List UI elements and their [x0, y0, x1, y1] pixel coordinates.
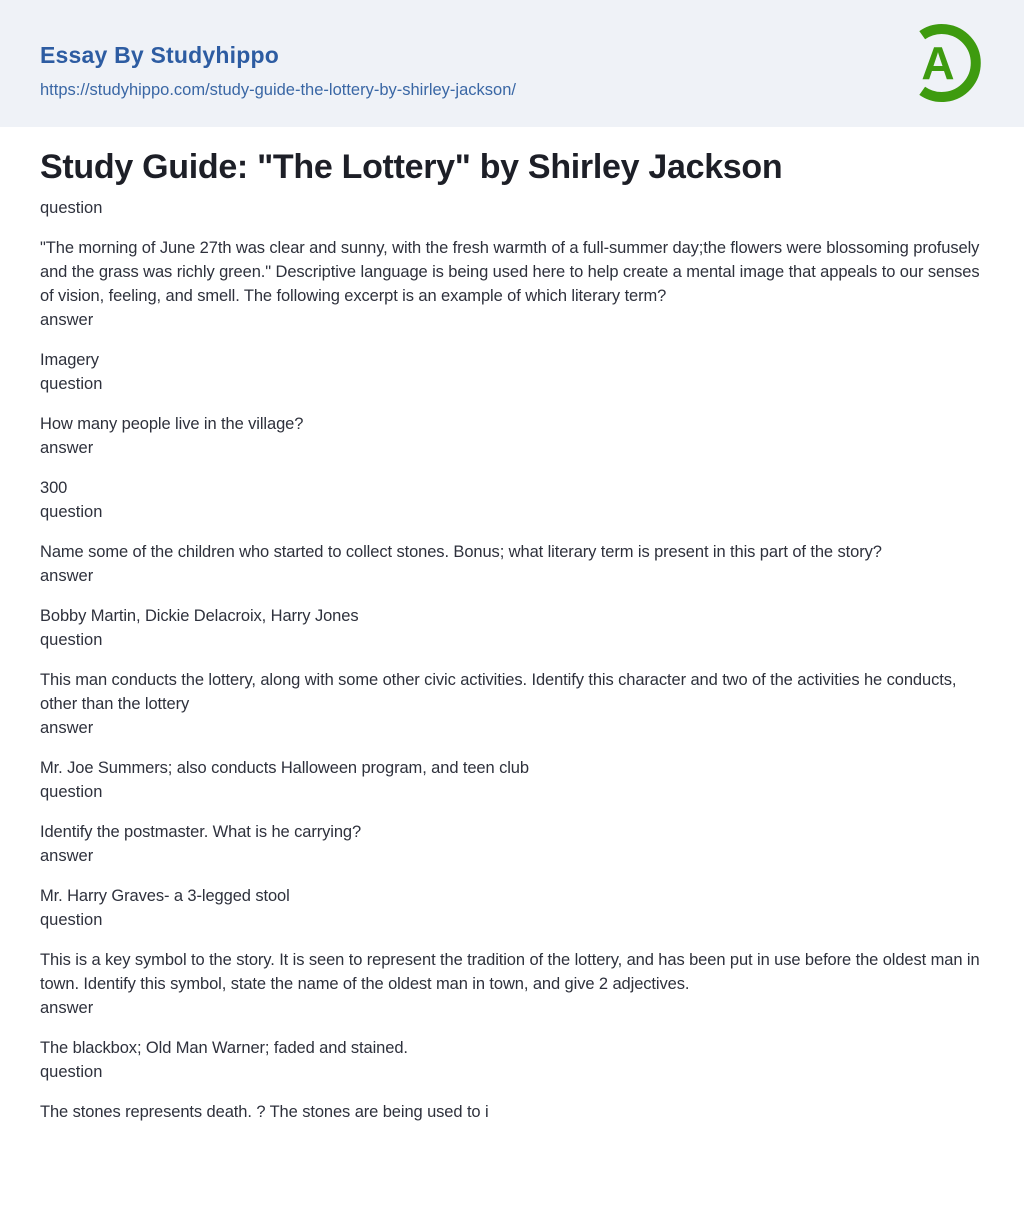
header-band [0, 0, 1024, 127]
question-label: question [40, 783, 103, 801]
answer-label: answer [40, 999, 94, 1017]
answer-label: answer [40, 719, 94, 737]
answer-label: answer [40, 567, 94, 585]
answer-text: Mr. Joe Summers; also conducts Halloween program, and teen club [40, 759, 529, 777]
question-text: Identify the postmaster. What is he carrying? [40, 823, 362, 841]
answer-label: answer [40, 439, 94, 457]
answer-text: The blackbox; Old Man Warner; faded and stained. [40, 1039, 408, 1057]
question-label: question [40, 375, 103, 393]
answer-text: Mr. Harry Graves- a 3-legged stool [40, 887, 290, 905]
question-text: How many people live in the village? [40, 415, 304, 433]
question-label: question [40, 911, 103, 929]
qa-stream [40, 196, 992, 1124]
page-url-link[interactable]: https://studyhippo.com/study-guide-the-lottery-by-shirley-jackson/ [40, 81, 516, 99]
answer-label: answer [40, 847, 94, 865]
document-content [0, 147, 1024, 1164]
question-text: The stones represents death. ? The stones are being used to i [40, 1103, 489, 1121]
question-label: question [40, 199, 103, 217]
answer-text: 300 [40, 479, 68, 497]
answer-text: Imagery [40, 351, 99, 369]
question-label: question [40, 503, 103, 521]
question-label: question [40, 631, 103, 649]
question-text: This man conducts the lottery, along with some other civic activities. Identify this character and two of the activities he conducts, other than the lottery [40, 671, 957, 713]
question-label: question [40, 1063, 103, 1081]
question-text: "The morning of June 27th was clear and sunny, with the fresh warmth of a full-summer day;the flowers were blossoming profusely and the grass was richly green." Descriptive language is being used here to help create a mental image that appeals to our senses of vision, feeling, and smell. The following excerpt is an example of which literary term? [40, 239, 980, 305]
logo-letter: A [921, 37, 955, 89]
site-title: Essay By Studyhippo [40, 42, 279, 68]
question-text: Name some of the children who started to collect stones. Bonus; what literary term is present in this part of the story? [40, 543, 882, 561]
answer-text: Bobby Martin, Dickie Delacroix, Harry Jones [40, 607, 359, 625]
answer-label: answer [40, 311, 94, 329]
page-title: Study Guide: "The Lottery" by Shirley Jackson [40, 148, 783, 186]
question-text: This is a key symbol to the story. It is seen to represent the tradition of the lottery, and has been put in use before the oldest man in town. Identify this symbol, state the name of the oldest man in town, and give 2 adjectives. [40, 951, 980, 993]
studyhippo-logo-icon [896, 18, 986, 108]
